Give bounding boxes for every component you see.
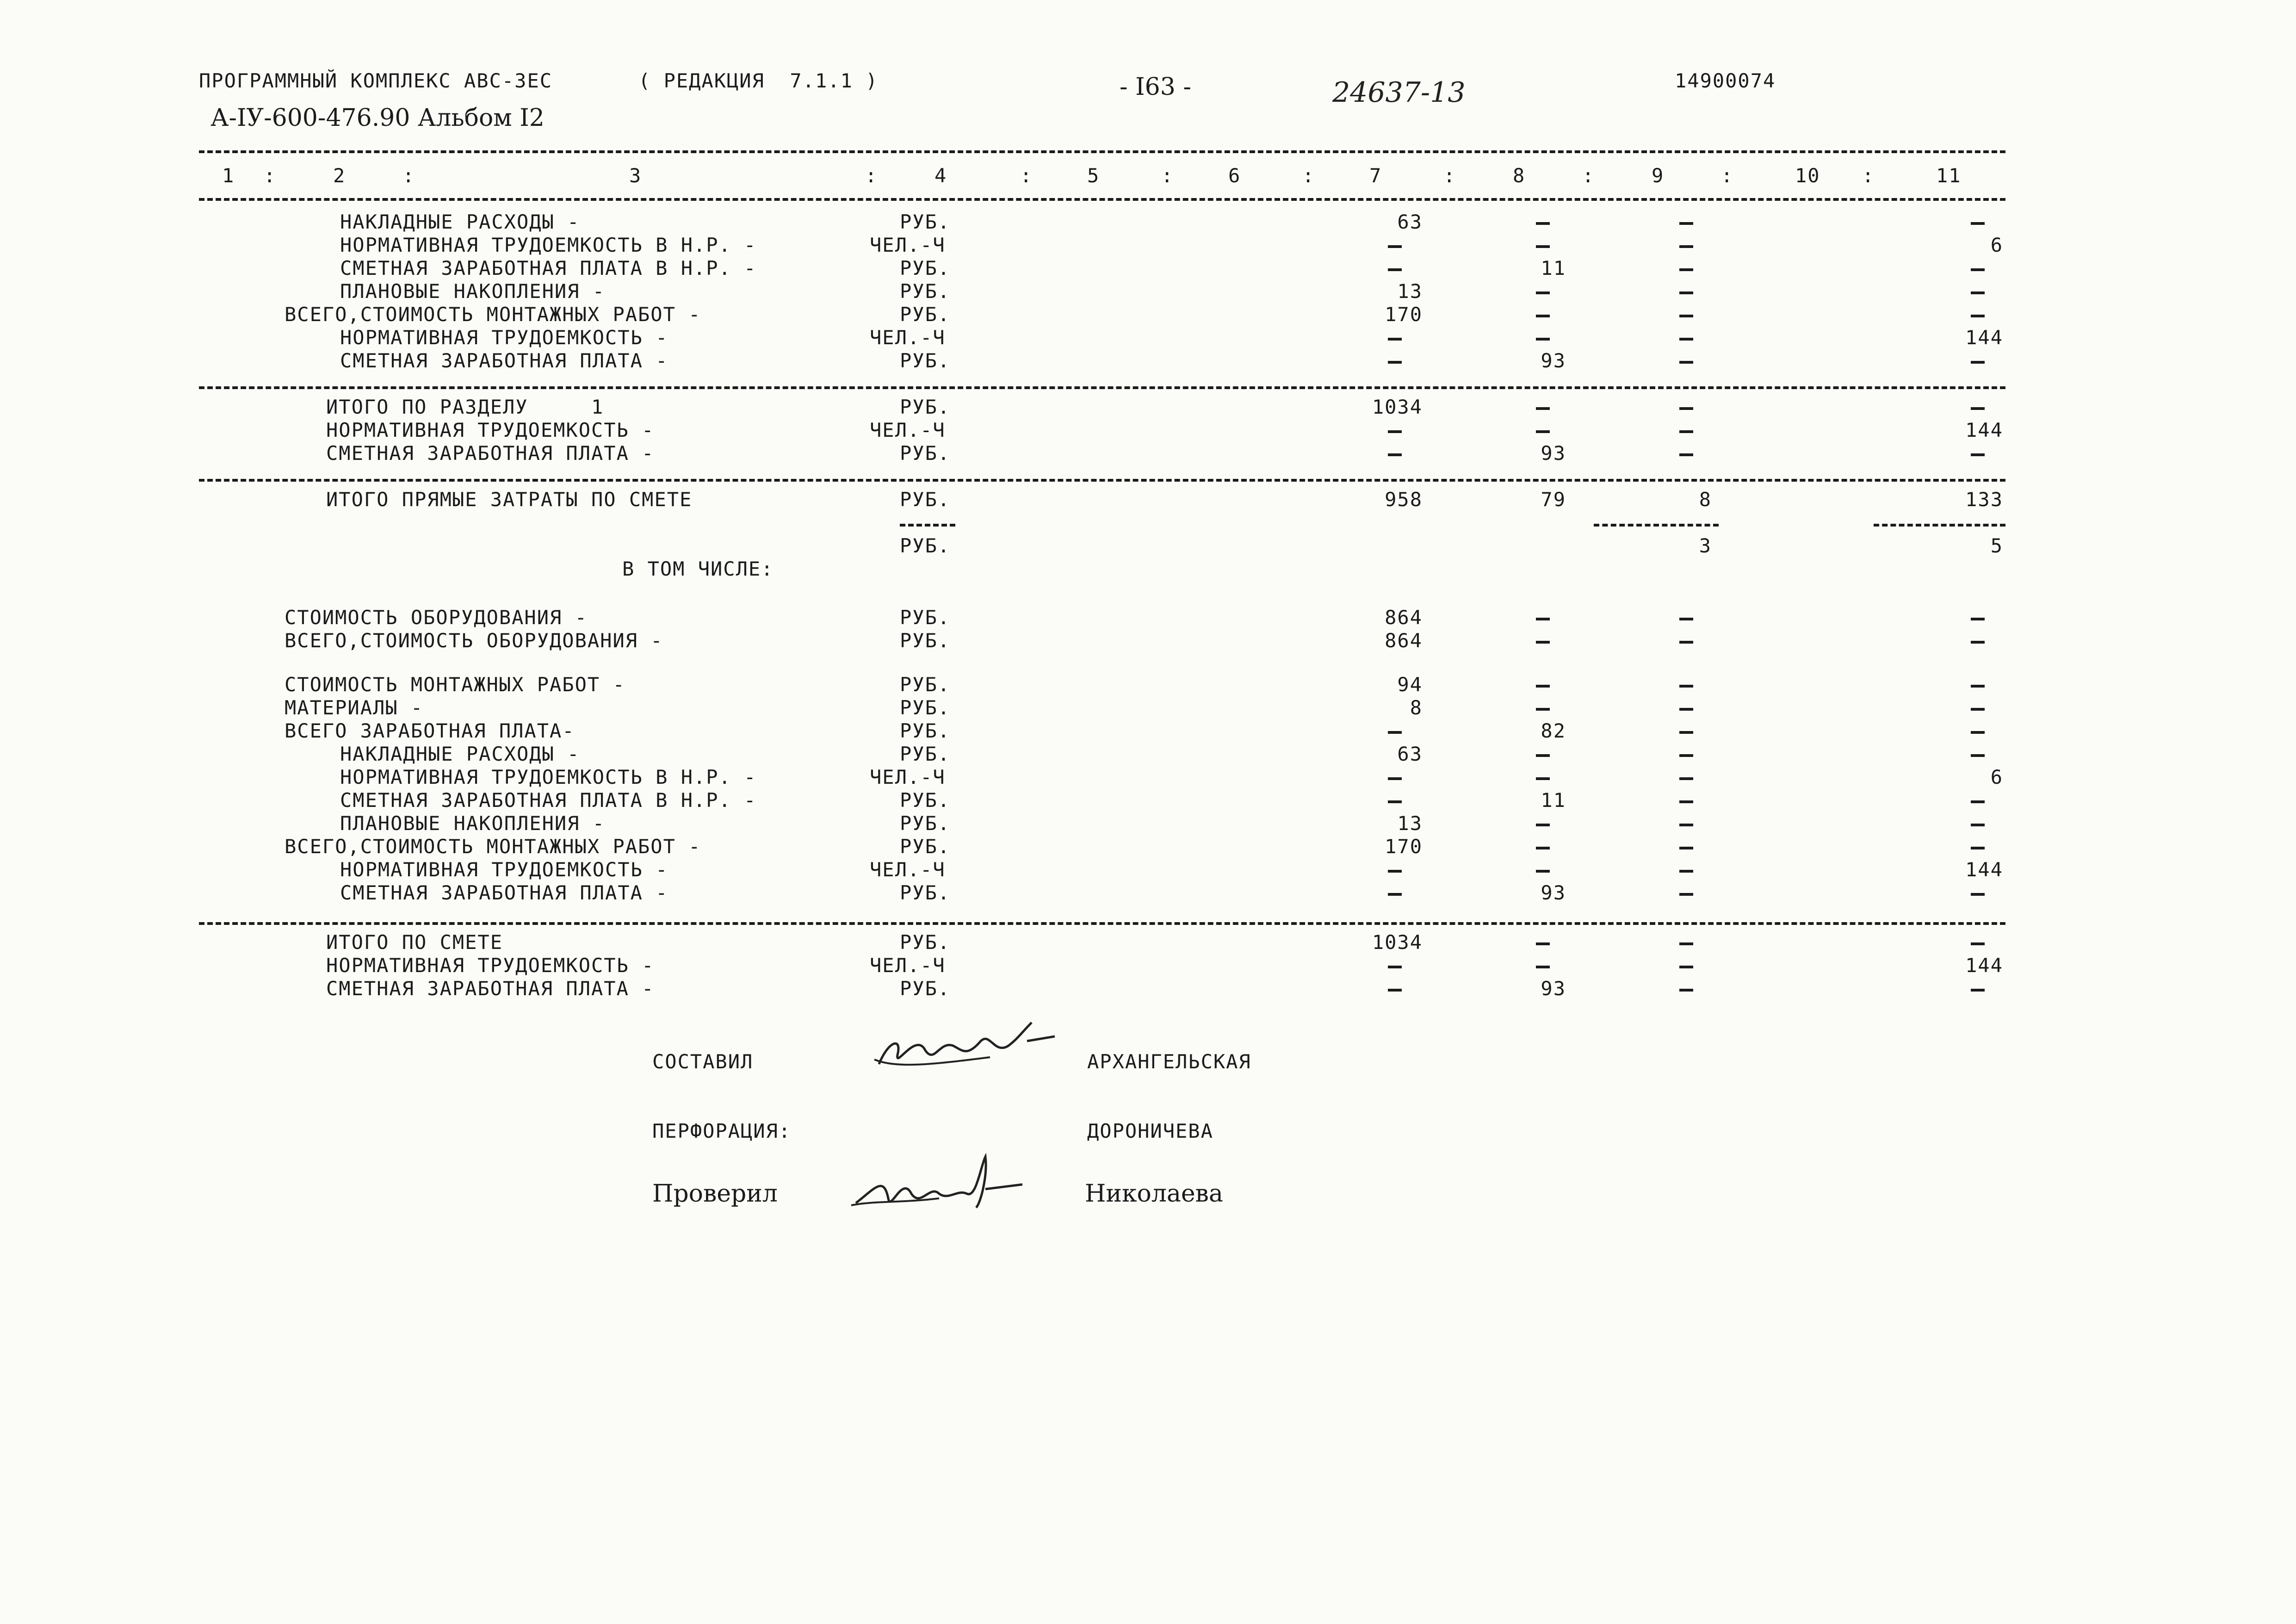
col7-value <box>1388 234 1402 256</box>
row-label: СМЕТНАЯ ЗАРАБОТНАЯ ПЛАТА - <box>340 881 668 904</box>
unit-underline <box>900 524 955 527</box>
row-unit: РУБ. <box>900 629 951 652</box>
col8-value <box>1536 303 1550 326</box>
col11-value <box>1971 606 1985 629</box>
col8-value: 93 <box>1541 881 1566 904</box>
col7-value: 170 <box>1385 835 1423 858</box>
compiled-label: СОСТАВИЛ <box>652 1050 754 1073</box>
section-rule-1 <box>199 386 2005 389</box>
row-unit: РУБ. <box>900 303 951 326</box>
col9-value: 3 <box>1699 534 1712 557</box>
col9-value <box>1679 234 1693 256</box>
checked-name: Николаева <box>1085 1180 1223 1208</box>
table-row <box>0 303 2296 326</box>
row-unit: ЧЕЛ.-Ч <box>870 858 946 881</box>
row-unit: РУБ. <box>900 257 951 279</box>
row-unit: РУБ. <box>900 743 951 765</box>
col9-value <box>1679 303 1693 326</box>
checked-label: Проверил <box>652 1180 778 1208</box>
col11-value <box>1971 673 1985 696</box>
col7-value: 958 <box>1385 488 1423 511</box>
row-label: ВСЕГО,СТОИМОСТЬ МОНТАЖНЫХ РАБОТ - <box>285 835 701 858</box>
col8-value: 93 <box>1541 977 1566 1000</box>
column-number-6: 6 <box>1228 164 1241 187</box>
handwritten-code: 24637-13 <box>1332 76 1466 109</box>
col7-value: 13 <box>1397 812 1423 835</box>
col8-value <box>1536 396 1550 418</box>
column-number-3: 3 <box>629 164 642 187</box>
col11-value: 144 <box>1965 419 2003 441</box>
col11-value <box>1971 789 1985 812</box>
col11-value <box>1971 696 1985 719</box>
row-label: ВСЕГО,СТОИМОСТЬ ОБОРУДОВАНИЯ - <box>285 629 663 652</box>
row-unit: РУБ. <box>900 789 951 812</box>
column-number-7: 7 <box>1369 164 1382 187</box>
edition-label: ( РЕДАКЦИЯ 7.1.1 ) <box>638 69 879 92</box>
table-row <box>0 954 2296 977</box>
col9-value <box>1679 812 1693 835</box>
col9-value <box>1679 396 1693 418</box>
column-separator: : <box>865 164 878 187</box>
col8-value <box>1536 812 1550 835</box>
col11-value <box>1971 881 1985 904</box>
row-label: НАКЛАДНЫЕ РАСХОДЫ - <box>340 211 580 233</box>
table-row <box>0 812 2296 835</box>
col11-value <box>1971 257 1985 279</box>
row-unit: РУБ. <box>900 280 951 303</box>
row-unit: ЧЕЛ.-Ч <box>870 766 946 788</box>
col9-value <box>1679 696 1693 719</box>
document-code: 14900074 <box>1675 69 1776 92</box>
col9-value <box>1679 766 1693 788</box>
row-unit: РУБ. <box>900 977 951 1000</box>
col7-value <box>1388 789 1402 812</box>
col7-value: 1034 <box>1372 396 1423 418</box>
row-unit: РУБ. <box>900 719 951 742</box>
row-unit: РУБ. <box>900 673 951 696</box>
col8-value: 93 <box>1541 442 1566 465</box>
row-label: ВСЕГО ЗАРАБОТНАЯ ПЛАТА- <box>285 719 575 742</box>
col7-value <box>1388 326 1402 349</box>
col9-value <box>1679 743 1693 765</box>
col11-value <box>1971 812 1985 835</box>
col11-value: 133 <box>1965 488 2003 511</box>
table-row <box>0 488 2296 511</box>
col8-value <box>1536 858 1550 881</box>
row-label: НОРМАТИВНАЯ ТРУДОЕМКОСТЬ - <box>340 858 668 881</box>
column-separator: : <box>1443 164 1456 187</box>
col8-value: 11 <box>1541 789 1566 812</box>
column-number-4: 4 <box>934 164 947 187</box>
column-separator: : <box>1020 164 1033 187</box>
col11-value <box>1971 349 1985 372</box>
col11-value <box>1971 629 1985 652</box>
col7-value <box>1388 257 1402 279</box>
col7-value <box>1388 419 1402 441</box>
row-label: ИТОГО ПО СМЕТЕ <box>326 931 503 954</box>
col8-value <box>1536 234 1550 256</box>
row-label: НАКЛАДНЫЕ РАСХОДЫ - <box>340 743 580 765</box>
column-number-5: 5 <box>1087 164 1100 187</box>
section-rule-2 <box>199 479 2005 482</box>
col9-value <box>1679 858 1693 881</box>
row-unit: ЧЕЛ.-Ч <box>870 326 946 349</box>
table-row <box>0 629 2296 652</box>
col11-value <box>1971 931 1985 954</box>
col9-value <box>1679 881 1693 904</box>
row-label: ИТОГО ПО РАЗДЕЛУ 1 <box>326 396 604 418</box>
col7-value <box>1388 858 1402 881</box>
table-row <box>0 931 2296 954</box>
row-unit: РУБ. <box>900 696 951 719</box>
col8-value <box>1536 673 1550 696</box>
col8-value <box>1536 606 1550 629</box>
row-unit: РУБ. <box>900 835 951 858</box>
perforation-name: ДОРОНИЧЕВА <box>1087 1120 1213 1142</box>
row-unit: ЧЕЛ.-Ч <box>870 419 946 441</box>
column-number-1: 1 <box>222 164 235 187</box>
col7-value: 94 <box>1397 673 1423 696</box>
table-row <box>0 349 2296 372</box>
col7-value: 864 <box>1385 629 1423 652</box>
row-unit: РУБ. <box>900 211 951 233</box>
col11-value <box>1971 211 1985 233</box>
table-row <box>0 743 2296 766</box>
col8-value: 11 <box>1541 257 1566 279</box>
col11-value <box>1971 835 1985 858</box>
col9-value <box>1679 954 1693 977</box>
table-row <box>0 719 2296 743</box>
row-unit: РУБ. <box>900 442 951 465</box>
album-title: А-IУ-600-476.90 Альбом I2 <box>210 104 545 132</box>
section-rule-3 <box>199 922 2005 925</box>
row-label: ИТОГО ПРЯМЫЕ ЗАТРАТЫ ПО СМЕТЕ <box>326 488 693 511</box>
column-number-8: 8 <box>1513 164 1526 187</box>
col11-underline <box>1874 524 2005 527</box>
col8-value <box>1536 743 1550 765</box>
table-row <box>0 326 2296 349</box>
col7-value: 170 <box>1385 303 1423 326</box>
page-number: - I63 - <box>1120 73 1191 101</box>
col11-value: 6 <box>1990 766 2003 788</box>
row-label: СТОИМОСТЬ МОНТАЖНЫХ РАБОТ - <box>285 673 625 696</box>
table-row <box>0 280 2296 303</box>
col9-value <box>1679 606 1693 629</box>
table-row <box>0 881 2296 905</box>
column-number-11: 11 <box>1936 164 1962 187</box>
row-label: НОРМАТИВНАЯ ТРУДОЕМКОСТЬ - <box>340 326 668 349</box>
table-row <box>0 696 2296 719</box>
col9-value <box>1679 719 1693 742</box>
column-separator: : <box>402 164 415 187</box>
col9-value <box>1679 257 1693 279</box>
row-label: НОРМАТИВНАЯ ТРУДОЕМКОСТЬ В Н.Р. - <box>340 766 757 788</box>
perforation-label: ПЕРФОРАЦИЯ: <box>652 1120 792 1142</box>
col8-value: 79 <box>1541 488 1566 511</box>
row-label: СМЕТНАЯ ЗАРАБОТНАЯ ПЛАТА - <box>340 349 668 372</box>
col7-value <box>1388 719 1402 742</box>
col9-value <box>1679 629 1693 652</box>
col8-value: 93 <box>1541 349 1566 372</box>
col8-value <box>1536 211 1550 233</box>
row-label: СТОИМОСТЬ ОБОРУДОВАНИЯ - <box>285 606 588 629</box>
col7-value: 864 <box>1385 606 1423 629</box>
col7-value <box>1388 442 1402 465</box>
compiled-name: АРХАНГЕЛЬСКАЯ <box>1087 1050 1251 1073</box>
column-number-2: 2 <box>333 164 346 187</box>
header-bottom-rule <box>199 198 2005 201</box>
row-label: НОРМАТИВНАЯ ТРУДОЕМКОСТЬ В Н.Р. - <box>340 234 757 256</box>
row-label: СМЕТНАЯ ЗАРАБОТНАЯ ПЛАТА - <box>326 442 655 465</box>
table-row <box>0 789 2296 812</box>
col11-value <box>1971 396 1985 418</box>
col8-value <box>1536 629 1550 652</box>
table-row <box>0 257 2296 280</box>
row-unit: ЧЕЛ.-Ч <box>870 234 946 256</box>
col11-value <box>1971 303 1985 326</box>
col9-underline <box>1594 524 1719 527</box>
col9-value: 8 <box>1699 488 1712 511</box>
row-label: В ТОМ ЧИСЛЕ: <box>622 558 774 580</box>
col9-value <box>1679 977 1693 1000</box>
row-label: ПЛАНОВЫЕ НАКОПЛЕНИЯ - <box>340 280 606 303</box>
col9-value <box>1679 789 1693 812</box>
row-unit: РУБ. <box>900 931 951 954</box>
row-label: ВСЕГО,СТОИМОСТЬ МОНТАЖНЫХ РАБОТ - <box>285 303 701 326</box>
row-unit: ЧЕЛ.-Ч <box>870 954 946 977</box>
col9-value <box>1679 280 1693 303</box>
col7-value: 63 <box>1397 743 1423 765</box>
column-separator: : <box>1721 164 1734 187</box>
row-unit: РУБ. <box>900 881 951 904</box>
col9-value <box>1679 349 1693 372</box>
row-label: ПЛАНОВЫЕ НАКОПЛЕНИЯ - <box>340 812 606 835</box>
col7-value <box>1388 977 1402 1000</box>
col8-value <box>1536 326 1550 349</box>
table-row <box>0 419 2296 442</box>
col11-value: 6 <box>1990 234 2003 256</box>
col11-value: 144 <box>1965 858 2003 881</box>
col9-value <box>1679 211 1693 233</box>
col9-value <box>1679 326 1693 349</box>
column-separator: : <box>264 164 277 187</box>
table-row <box>0 673 2296 696</box>
row-unit: РУБ. <box>900 606 951 629</box>
row-unit: РУБ. <box>900 534 951 557</box>
column-number-9: 9 <box>1652 164 1665 187</box>
col8-value <box>1536 835 1550 858</box>
column-separator: : <box>1302 164 1315 187</box>
col11-value <box>1971 442 1985 465</box>
col11-value: 5 <box>1990 534 2003 557</box>
top-rule <box>199 150 2005 153</box>
col7-value: 63 <box>1397 211 1423 233</box>
table-row <box>0 234 2296 257</box>
table-row <box>0 977 2296 1000</box>
row-unit: РУБ. <box>900 349 951 372</box>
col8-value <box>1536 419 1550 441</box>
col8-value <box>1536 766 1550 788</box>
col7-value: 13 <box>1397 280 1423 303</box>
col8-value <box>1536 280 1550 303</box>
col11-value: 144 <box>1965 326 2003 349</box>
col7-value <box>1388 954 1402 977</box>
column-separator: : <box>1862 164 1875 187</box>
col11-value: 144 <box>1965 954 2003 977</box>
col9-value <box>1679 442 1693 465</box>
row-unit: РУБ. <box>900 396 951 418</box>
col8-value <box>1536 931 1550 954</box>
row-label: СМЕТНАЯ ЗАРАБОТНАЯ ПЛАТА - <box>326 977 655 1000</box>
col11-value <box>1971 977 1985 1000</box>
col8-value <box>1536 696 1550 719</box>
table-row <box>0 835 2296 858</box>
table-row <box>0 211 2296 234</box>
signature-checked <box>847 1147 1041 1221</box>
column-number-10: 10 <box>1795 164 1820 187</box>
table-row <box>0 558 2296 581</box>
col11-value <box>1971 743 1985 765</box>
table-row <box>0 396 2296 419</box>
row-label: НОРМАТИВНАЯ ТРУДОЕМКОСТЬ - <box>326 954 655 977</box>
col7-value <box>1388 349 1402 372</box>
table-row <box>0 442 2296 465</box>
col8-value: 82 <box>1541 719 1566 742</box>
col7-value <box>1388 766 1402 788</box>
col11-value <box>1971 280 1985 303</box>
row-label: СМЕТНАЯ ЗАРАБОТНАЯ ПЛАТА В Н.Р. - <box>340 257 757 279</box>
col7-value: 1034 <box>1372 931 1423 954</box>
column-separator: : <box>1582 164 1595 187</box>
table-row <box>0 858 2296 881</box>
row-label: НОРМАТИВНАЯ ТРУДОЕМКОСТЬ - <box>326 419 655 441</box>
row-unit: РУБ. <box>900 488 951 511</box>
col7-value <box>1388 881 1402 904</box>
row-unit: РУБ. <box>900 812 951 835</box>
col11-value <box>1971 719 1985 742</box>
col9-value <box>1679 419 1693 441</box>
program-title: ПРОГРАММНЫЙ КОМПЛЕКС АВС-3ЕС <box>199 69 553 92</box>
col7-value: 8 <box>1410 696 1423 719</box>
signature-compiled <box>870 1013 1064 1078</box>
column-separator: : <box>1161 164 1174 187</box>
table-row <box>0 534 2296 558</box>
col9-value <box>1679 931 1693 954</box>
col9-value <box>1679 835 1693 858</box>
col9-value <box>1679 673 1693 696</box>
table-row <box>0 606 2296 629</box>
column-number-row <box>0 164 2296 187</box>
row-label: СМЕТНАЯ ЗАРАБОТНАЯ ПЛАТА В Н.Р. - <box>340 789 757 812</box>
col8-value <box>1536 954 1550 977</box>
table-row <box>0 766 2296 789</box>
row-label: МАТЕРИАЛЫ - <box>285 696 424 719</box>
